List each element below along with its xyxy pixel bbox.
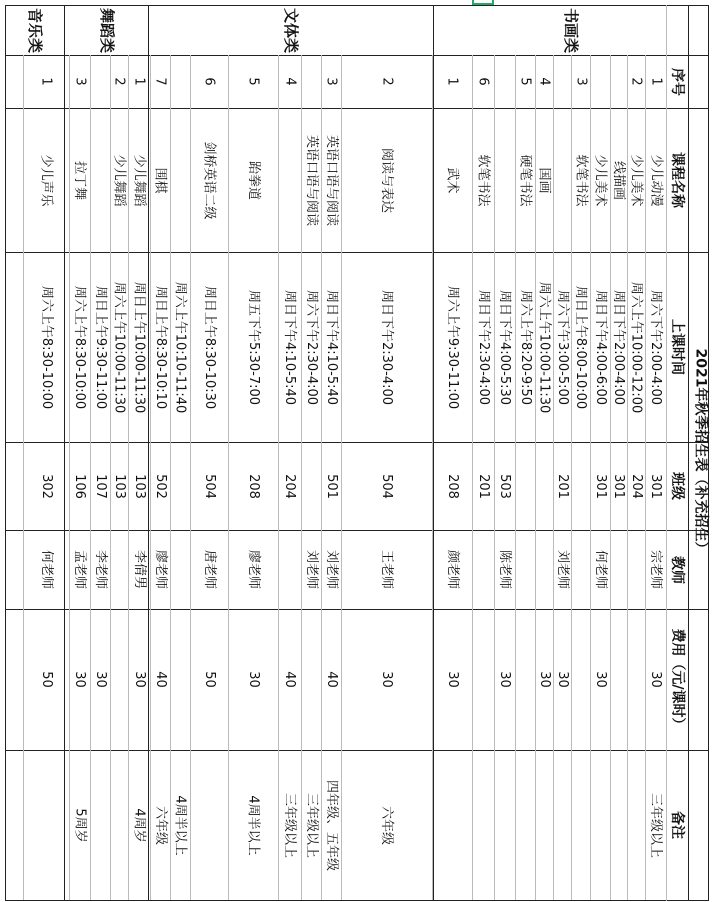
grid-line bbox=[23, 55, 24, 900]
cell-fee: 30 bbox=[245, 671, 261, 688]
grid-line bbox=[150, 55, 151, 900]
cell-course: 少儿舞蹈 bbox=[111, 153, 127, 207]
grid-line bbox=[341, 55, 342, 900]
cell-cls: 208 bbox=[245, 473, 261, 499]
cell-teacher: 李老师 bbox=[92, 549, 108, 590]
cell-cls: 208 bbox=[444, 473, 460, 499]
cell-seq: 7 bbox=[152, 77, 168, 86]
category-label: 音乐类 bbox=[26, 7, 45, 53]
cell-seq: 4 bbox=[536, 77, 552, 86]
cell-fee: 30 bbox=[554, 671, 570, 688]
cell-seq: 1 bbox=[444, 77, 460, 86]
cell-fee: 30 bbox=[592, 671, 608, 688]
cell-cls: 301 bbox=[647, 473, 663, 499]
cell-course: 拉丁舞 bbox=[72, 160, 88, 200]
cell-time: 周日下午4:10-5:40 bbox=[282, 289, 298, 405]
header-note: 备注 bbox=[669, 811, 685, 839]
cell-cls: 107 bbox=[92, 473, 108, 499]
category-label: 舞蹈类 bbox=[97, 7, 116, 53]
grid-line bbox=[128, 55, 129, 900]
cell-course: 国画 bbox=[536, 166, 552, 194]
grid-line bbox=[432, 55, 433, 900]
cell-cls: 201 bbox=[475, 473, 491, 499]
cell-time: 周日下午2:30-4:00 bbox=[475, 289, 491, 405]
cell-time: 周六上午10:00-11:30 bbox=[536, 281, 552, 413]
cell-time: 周日下午4:00-5:30 bbox=[497, 289, 513, 405]
header-course: 课程名称 bbox=[669, 152, 685, 208]
cell-time: 周六下午2:00-4:00 bbox=[648, 289, 664, 405]
cell-teacher: 刘老师 bbox=[323, 549, 339, 590]
cell-time: 周六上午10:00-11:30 bbox=[111, 281, 127, 413]
grid-line bbox=[515, 55, 516, 900]
cell-teacher: 王老师 bbox=[379, 549, 395, 590]
header-teacher: 教师 bbox=[669, 555, 685, 584]
cell-cls: 301 bbox=[592, 473, 608, 499]
cell-time: 周六上午10:00-12:00 bbox=[628, 281, 644, 413]
cell-course: 英语口语与阅读 bbox=[323, 134, 339, 226]
cell-cls: 502 bbox=[152, 473, 168, 499]
header-cls: 班级 bbox=[669, 472, 685, 500]
category-label: 文体类 bbox=[282, 7, 301, 53]
cell-course: 英语口语与阅读 bbox=[303, 134, 319, 226]
grid-line bbox=[472, 55, 473, 900]
cell-fee: 40 bbox=[323, 671, 339, 688]
grid-line bbox=[321, 55, 322, 900]
header-seq: 序号 bbox=[669, 67, 685, 96]
cell-cls: 106 bbox=[71, 473, 87, 499]
cell-fee: 50 bbox=[201, 671, 217, 688]
cell-note: 六年级 bbox=[152, 805, 168, 845]
cell-seq: 5 bbox=[517, 77, 533, 86]
cell-seq: 2 bbox=[379, 77, 395, 86]
cell-fee: 40 bbox=[152, 671, 168, 688]
cell-time: 周五下午5:30-7:00 bbox=[245, 289, 261, 405]
cell-fee: 50 bbox=[38, 671, 54, 688]
cell-course: 阅读与表达 bbox=[379, 147, 395, 213]
header-fee: 费用（元/课时） bbox=[669, 627, 686, 732]
grid-line bbox=[148, 5, 149, 901]
cell-teacher: 李倩男 bbox=[131, 549, 147, 590]
cell-fee: 30 bbox=[92, 671, 108, 688]
cell-note: 4周半以上 bbox=[172, 794, 188, 856]
cell-time: 周日上午8:00-10:00 bbox=[573, 285, 589, 409]
cell-course: 围棋 bbox=[152, 166, 168, 194]
category-label: 书画类 bbox=[562, 7, 581, 53]
cell-note: 三年级以上 bbox=[282, 792, 298, 858]
header-time: 上课时间 bbox=[669, 319, 685, 375]
cell-time: 周日下午2:00-4:00 bbox=[611, 289, 627, 405]
cell-teacher: 廖老师 bbox=[245, 549, 261, 590]
grid-line bbox=[5, 5, 708, 6]
grid-line bbox=[5, 900, 708, 901]
cell-cls: 301 bbox=[610, 473, 626, 499]
cell-teacher: 颜老师 bbox=[444, 549, 460, 590]
cell-teacher: 唐老师 bbox=[201, 549, 217, 590]
cell-note: 5周岁 bbox=[72, 807, 88, 843]
cell-cls: 503 bbox=[496, 473, 512, 499]
cell-fee: 30 bbox=[647, 671, 663, 688]
cell-seq: 5 bbox=[245, 77, 261, 86]
grid-line bbox=[228, 55, 229, 900]
cell-course: 跆拳道 bbox=[245, 160, 261, 200]
cell-fee: 30 bbox=[444, 671, 460, 688]
grid-line bbox=[433, 5, 434, 901]
cell-time: 周六上午10:10-11:40 bbox=[172, 281, 188, 413]
cell-time: 周日下午2:30-4:00 bbox=[379, 289, 395, 405]
cell-course: 软笔书法 bbox=[573, 153, 589, 207]
cell-time: 周六下午2:30-4:00 bbox=[303, 289, 319, 405]
cell-course: 剑桥英语二级 bbox=[201, 140, 217, 220]
cell-fee: 40 bbox=[281, 671, 297, 688]
cell-time: 周六上午8:30-10:00 bbox=[38, 285, 54, 409]
cell-cls: 103 bbox=[111, 473, 127, 499]
cell-time: 周六下午3:00-5:00 bbox=[554, 289, 570, 405]
grid-line bbox=[666, 5, 667, 901]
cell-teacher: 何老师 bbox=[38, 549, 54, 590]
cell-cls: 504 bbox=[378, 473, 394, 499]
cell-teacher: 陈老师 bbox=[497, 549, 513, 590]
cell-time: 周六上午8:20-9:50 bbox=[517, 289, 533, 405]
grid-line bbox=[645, 55, 646, 900]
grid-line bbox=[170, 55, 171, 900]
grid-line bbox=[278, 55, 279, 900]
cell-course: 少儿美术 bbox=[592, 153, 608, 207]
cell-note: 六年级 bbox=[379, 805, 395, 845]
cell-cls: 103 bbox=[131, 473, 147, 499]
cell-fee: 30 bbox=[71, 671, 87, 688]
cell-course: 少儿声乐 bbox=[38, 153, 54, 207]
grid-line bbox=[90, 55, 91, 900]
cell-fee: 30 bbox=[131, 671, 147, 688]
cell-course: 武术 bbox=[444, 166, 460, 194]
grid-line bbox=[5, 5, 6, 901]
cell-seq: 3 bbox=[573, 77, 589, 86]
cell-seq: 4 bbox=[282, 77, 298, 86]
cell-cls: 302 bbox=[38, 473, 54, 499]
grid-line bbox=[301, 55, 302, 900]
grid-line bbox=[190, 55, 191, 900]
cell-cls: 204 bbox=[281, 473, 297, 499]
cell-seq: 6 bbox=[475, 77, 491, 86]
cell-seq: 3 bbox=[72, 77, 88, 86]
cell-course: 少儿舞蹈 bbox=[131, 153, 147, 207]
cell-note: 三年级以上 bbox=[648, 792, 664, 858]
cell-teacher: 宗老师 bbox=[648, 549, 664, 590]
cell-course: 硬笔书法 bbox=[517, 153, 533, 207]
cell-time: 周日下午4:10-5:40 bbox=[323, 289, 339, 405]
sheet-title: 2021年秋季招生表（补充招生） bbox=[691, 348, 708, 556]
grid-line bbox=[688, 5, 689, 901]
cell-fee: 30 bbox=[496, 671, 512, 688]
cell-time: 周六上午9:30-11:00 bbox=[444, 285, 460, 409]
cell-note: 4周半以上 bbox=[245, 794, 261, 856]
cell-cls: 201 bbox=[554, 473, 570, 499]
cell-teacher: 廖老师 bbox=[152, 549, 168, 590]
cell-time: 周日上午8:30-10:30 bbox=[201, 285, 217, 409]
cell-cls: 204 bbox=[628, 473, 644, 499]
cell-note: 三年级以上 bbox=[303, 792, 319, 858]
cell-note: 四年级、五年级 bbox=[323, 779, 339, 871]
cell-course: 少儿美术 bbox=[628, 153, 644, 207]
cell-seq: 2 bbox=[111, 77, 127, 86]
cell-course: 线描画 bbox=[611, 160, 627, 200]
cell-seq: 1 bbox=[131, 77, 147, 86]
grid-line bbox=[571, 55, 572, 900]
cell-note: 4周岁 bbox=[131, 807, 147, 843]
cell-course: 少儿动漫 bbox=[648, 153, 664, 207]
cell-cls: 501 bbox=[323, 473, 339, 499]
cell-time: 周日上午9:30-11:00 bbox=[92, 285, 108, 409]
grid-line bbox=[553, 55, 554, 900]
cell-course: 软笔书法 bbox=[475, 153, 491, 207]
cell-time: 周日下午4:00-6:00 bbox=[592, 289, 608, 405]
grid-line bbox=[494, 55, 495, 900]
cell-teacher: 孟老师 bbox=[72, 549, 88, 590]
cell-fee: 30 bbox=[378, 671, 394, 688]
cell-cls: 504 bbox=[201, 473, 217, 499]
cell-seq: 6 bbox=[201, 77, 217, 86]
grid-line bbox=[69, 55, 70, 900]
cell-time: 周日上午10:00-11:30 bbox=[131, 281, 147, 413]
cell-time: 周六上午8:30-10:00 bbox=[72, 285, 88, 409]
cell-seq: 1 bbox=[38, 77, 54, 86]
grid-line bbox=[590, 55, 591, 900]
cell-time: 周日上午8:30-10:10 bbox=[152, 285, 168, 409]
cell-fee: 30 bbox=[536, 671, 552, 688]
cell-teacher: 何老师 bbox=[592, 549, 608, 590]
cell-seq: 2 bbox=[628, 77, 644, 86]
cell-seq: 3 bbox=[323, 77, 339, 86]
cell-seq: 1 bbox=[648, 77, 664, 86]
cell-teacher: 刘老师 bbox=[303, 549, 319, 590]
grid-line bbox=[64, 5, 65, 901]
cell-teacher: 刘老师 bbox=[554, 549, 570, 590]
